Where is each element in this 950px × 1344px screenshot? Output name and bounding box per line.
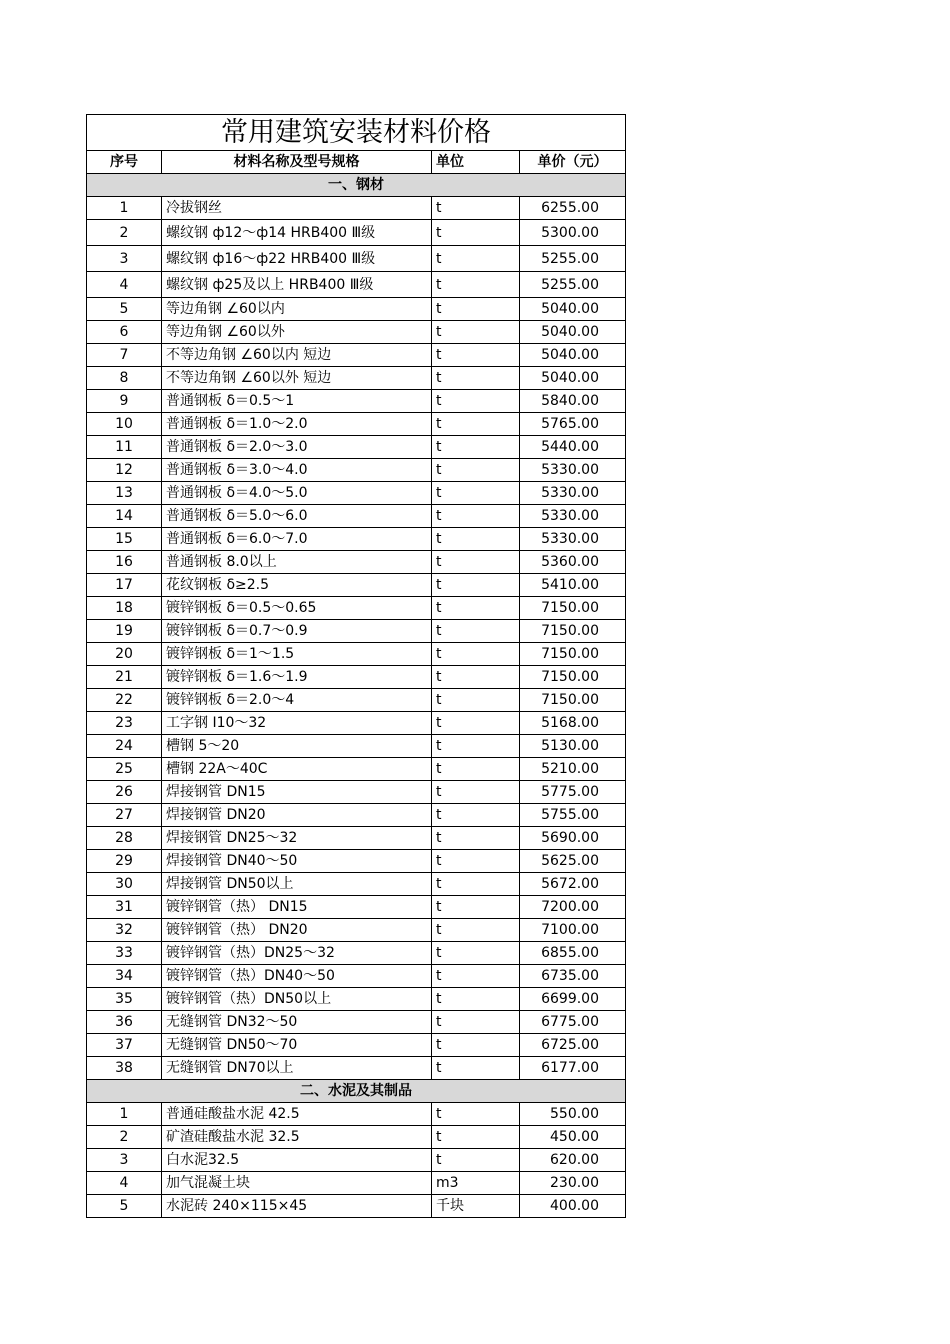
price-cell: 5330.00 [520,505,626,528]
unit-cell: t [432,896,520,919]
table-row [87,781,626,804]
unit-cell: t [432,988,520,1011]
table-row [87,246,626,272]
material-name: 焊接钢管 DN50以上 [162,873,432,896]
material-name: 焊接钢管 DN40～50 [162,850,432,873]
unit-cell: t [432,597,520,620]
unit-cell: t [432,367,520,390]
row-number: 15 [87,528,162,551]
price-cell: 5040.00 [520,321,626,344]
row-number: 2 [87,220,162,246]
unit-cell: 千块 [432,1195,520,1218]
price-cell: 5168.00 [520,712,626,735]
material-name: 镀锌钢板 δ＝1～1.5 [162,643,432,666]
row-number: 7 [87,344,162,367]
material-name: 不等边角钢 ∠60以内 短边 [162,344,432,367]
table-row [87,689,626,712]
price-cell: 7150.00 [520,643,626,666]
material-name: 螺纹钢 ф16～ф22 HRB400 Ⅲ级 [162,246,432,272]
price-cell: 230.00 [520,1172,626,1195]
material-name: 普通钢板 δ＝1.0～2.0 [162,413,432,436]
price-cell: 5330.00 [520,459,626,482]
row-number: 29 [87,850,162,873]
material-name: 等边角钢 ∠60以外 [162,321,432,344]
material-name: 镀锌钢管（热） DN15 [162,896,432,919]
header-price: 单价（元） [520,151,626,174]
row-number: 4 [87,1172,162,1195]
price-table [86,114,626,1218]
price-cell: 7150.00 [520,689,626,712]
unit-cell: t [432,620,520,643]
table-row [87,919,626,942]
row-number: 19 [87,620,162,643]
row-number: 38 [87,1057,162,1080]
header-row [87,151,626,174]
unit-cell: t [432,643,520,666]
price-cell: 5440.00 [520,436,626,459]
row-number: 24 [87,735,162,758]
unit-cell: t [432,689,520,712]
table-row [87,436,626,459]
unit-cell: t [432,1149,520,1172]
row-number: 6 [87,321,162,344]
table-row [87,1126,626,1149]
unit-cell: t [432,321,520,344]
material-name: 普通钢板 δ＝3.0～4.0 [162,459,432,482]
row-number: 13 [87,482,162,505]
unit-cell: t [432,1034,520,1057]
material-name: 无缝钢管 DN50～70 [162,1034,432,1057]
unit-cell: t [432,850,520,873]
table-row [87,804,626,827]
table-row [87,873,626,896]
row-number: 3 [87,246,162,272]
material-name: 白水泥32.5 [162,1149,432,1172]
unit-cell: m3 [432,1172,520,1195]
row-number: 35 [87,988,162,1011]
table-row [87,272,626,298]
unit-cell: t [432,298,520,321]
table-row [87,574,626,597]
sheet-title: 常用建筑安装材料价格 [87,115,626,151]
row-number: 37 [87,1034,162,1057]
unit-cell: t [432,1126,520,1149]
table-row [87,390,626,413]
row-number: 14 [87,505,162,528]
table-row [87,528,626,551]
table-row [87,505,626,528]
row-number: 1 [87,197,162,220]
row-number: 8 [87,367,162,390]
price-cell: 5360.00 [520,551,626,574]
row-number: 34 [87,965,162,988]
header-no: 序号 [87,151,162,174]
unit-cell: t [432,666,520,689]
unit-cell: t [432,781,520,804]
row-number: 32 [87,919,162,942]
table-row [87,988,626,1011]
table-row [87,597,626,620]
material-name: 花纹钢板 δ≥2.5 [162,574,432,597]
row-number: 30 [87,873,162,896]
material-name: 普通硅酸盐水泥 42.5 [162,1103,432,1126]
material-name: 冷拔钢丝 [162,197,432,220]
table-row [87,1195,626,1218]
table-row [87,459,626,482]
unit-cell: t [432,413,520,436]
table-row [87,482,626,505]
row-number: 28 [87,827,162,850]
table-row [87,321,626,344]
unit-cell: t [432,459,520,482]
price-cell: 6775.00 [520,1011,626,1034]
row-number: 3 [87,1149,162,1172]
material-name: 槽钢 5～20 [162,735,432,758]
unit-cell: t [432,272,520,298]
row-number: 31 [87,896,162,919]
price-cell: 6725.00 [520,1034,626,1057]
unit-cell: t [432,482,520,505]
row-number: 5 [87,1195,162,1218]
price-cell: 5840.00 [520,390,626,413]
row-number: 21 [87,666,162,689]
unit-cell: t [432,528,520,551]
row-number: 4 [87,272,162,298]
row-number: 11 [87,436,162,459]
unit-cell: t [432,551,520,574]
row-number: 33 [87,942,162,965]
unit-cell: t [432,942,520,965]
table-row [87,298,626,321]
material-name: 焊接钢管 DN20 [162,804,432,827]
price-cell: 450.00 [520,1126,626,1149]
price-cell: 5330.00 [520,482,626,505]
table-row [87,1034,626,1057]
unit-cell: t [432,827,520,850]
row-number: 23 [87,712,162,735]
unit-cell: t [432,1057,520,1080]
material-name: 普通钢板 δ＝5.0～6.0 [162,505,432,528]
table-row [87,367,626,390]
material-name: 镀锌钢板 δ＝1.6～1.9 [162,666,432,689]
unit-cell: t [432,919,520,942]
header-name: 材料名称及型号规格 [162,151,432,174]
material-name: 镀锌钢管（热）DN50以上 [162,988,432,1011]
header-unit: 单位 [432,151,520,174]
row-number: 5 [87,298,162,321]
material-name: 槽钢 22A～40C [162,758,432,781]
table-row [87,1011,626,1034]
unit-cell: t [432,505,520,528]
price-cell: 5300.00 [520,220,626,246]
price-cell: 7200.00 [520,896,626,919]
unit-cell: t [432,344,520,367]
material-name: 焊接钢管 DN25～32 [162,827,432,850]
material-name: 焊接钢管 DN15 [162,781,432,804]
unit-cell: t [432,436,520,459]
price-cell: 6255.00 [520,197,626,220]
price-cell: 7150.00 [520,597,626,620]
section-title: 二、水泥及其制品 [87,1080,626,1103]
table-row [87,827,626,850]
material-name: 普通钢板 δ＝6.0～7.0 [162,528,432,551]
material-name: 镀锌钢板 δ＝2.0～4 [162,689,432,712]
row-number: 36 [87,1011,162,1034]
price-cell: 550.00 [520,1103,626,1126]
material-name: 镀锌钢管（热）DN25～32 [162,942,432,965]
table-row [87,1149,626,1172]
material-name: 等边角钢 ∠60以内 [162,298,432,321]
unit-cell: t [432,390,520,413]
material-name: 无缝钢管 DN32～50 [162,1011,432,1034]
material-name: 普通钢板 δ＝2.0～3.0 [162,436,432,459]
table-row [87,1057,626,1080]
price-cell: 400.00 [520,1195,626,1218]
section-row [87,174,626,197]
material-name: 镀锌钢管（热） DN20 [162,919,432,942]
material-name: 工字钢 Ⅰ10～32 [162,712,432,735]
table-row [87,344,626,367]
price-cell: 6699.00 [520,988,626,1011]
material-name: 普通钢板 δ＝4.0～5.0 [162,482,432,505]
material-name: 不等边角钢 ∠60以外 短边 [162,367,432,390]
row-number: 17 [87,574,162,597]
material-name: 螺纹钢 ф12～ф14 HRB400 Ⅲ级 [162,220,432,246]
material-name: 矿渣硅酸盐水泥 32.5 [162,1126,432,1149]
table-row [87,643,626,666]
price-cell: 5210.00 [520,758,626,781]
row-number: 9 [87,390,162,413]
table-body [87,174,626,1218]
row-number: 22 [87,689,162,712]
material-name: 镀锌钢板 δ＝0.5～0.65 [162,597,432,620]
unit-cell: t [432,735,520,758]
price-cell: 5255.00 [520,246,626,272]
price-cell: 7150.00 [520,620,626,643]
price-cell: 5690.00 [520,827,626,850]
unit-cell: t [432,574,520,597]
row-number: 1 [87,1103,162,1126]
row-number: 26 [87,781,162,804]
price-cell: 5765.00 [520,413,626,436]
row-number: 12 [87,459,162,482]
unit-cell: t [432,1011,520,1034]
price-cell: 5775.00 [520,781,626,804]
material-name: 镀锌钢板 δ＝0.7～0.9 [162,620,432,643]
unit-cell: t [432,758,520,781]
price-cell: 5040.00 [520,298,626,321]
material-name: 普通钢板 δ＝0.5～1 [162,390,432,413]
price-cell: 7150.00 [520,666,626,689]
row-number: 2 [87,1126,162,1149]
price-cell: 6177.00 [520,1057,626,1080]
price-cell: 5755.00 [520,804,626,827]
section-title: 一、钢材 [87,174,626,197]
row-number: 18 [87,597,162,620]
price-cell: 6855.00 [520,942,626,965]
table-row [87,551,626,574]
price-cell: 620.00 [520,1149,626,1172]
material-name: 水泥砖 240×115×45 [162,1195,432,1218]
material-name: 螺纹钢 ф25及以上 HRB400 Ⅲ级 [162,272,432,298]
price-cell: 5255.00 [520,272,626,298]
price-cell: 5672.00 [520,873,626,896]
unit-cell: t [432,965,520,988]
material-name: 无缝钢管 DN70以上 [162,1057,432,1080]
table-row [87,666,626,689]
table-row [87,758,626,781]
table-row [87,965,626,988]
price-cell: 7100.00 [520,919,626,942]
unit-cell: t [432,804,520,827]
table-row [87,197,626,220]
row-number: 25 [87,758,162,781]
table-row [87,1103,626,1126]
material-name: 加气混凝土块 [162,1172,432,1195]
price-cell: 5625.00 [520,850,626,873]
material-name: 普通钢板 8.0以上 [162,551,432,574]
unit-cell: t [432,246,520,272]
price-cell: 5040.00 [520,344,626,367]
unit-cell: t [432,873,520,896]
table-row [87,620,626,643]
row-number: 27 [87,804,162,827]
table-row [87,942,626,965]
table-row [87,1172,626,1195]
price-cell: 5410.00 [520,574,626,597]
price-cell: 5330.00 [520,528,626,551]
table-row [87,735,626,758]
row-number: 16 [87,551,162,574]
unit-cell: t [432,197,520,220]
table-row [87,896,626,919]
unit-cell: t [432,712,520,735]
price-cell: 5130.00 [520,735,626,758]
section-row [87,1080,626,1103]
table-row [87,413,626,436]
price-cell: 6735.00 [520,965,626,988]
table-row [87,712,626,735]
unit-cell: t [432,220,520,246]
table-row [87,220,626,246]
row-number: 20 [87,643,162,666]
table-row [87,850,626,873]
material-name: 镀锌钢管（热）DN40～50 [162,965,432,988]
row-number: 10 [87,413,162,436]
price-cell: 5040.00 [520,367,626,390]
unit-cell: t [432,1103,520,1126]
price-sheet [86,114,625,1218]
